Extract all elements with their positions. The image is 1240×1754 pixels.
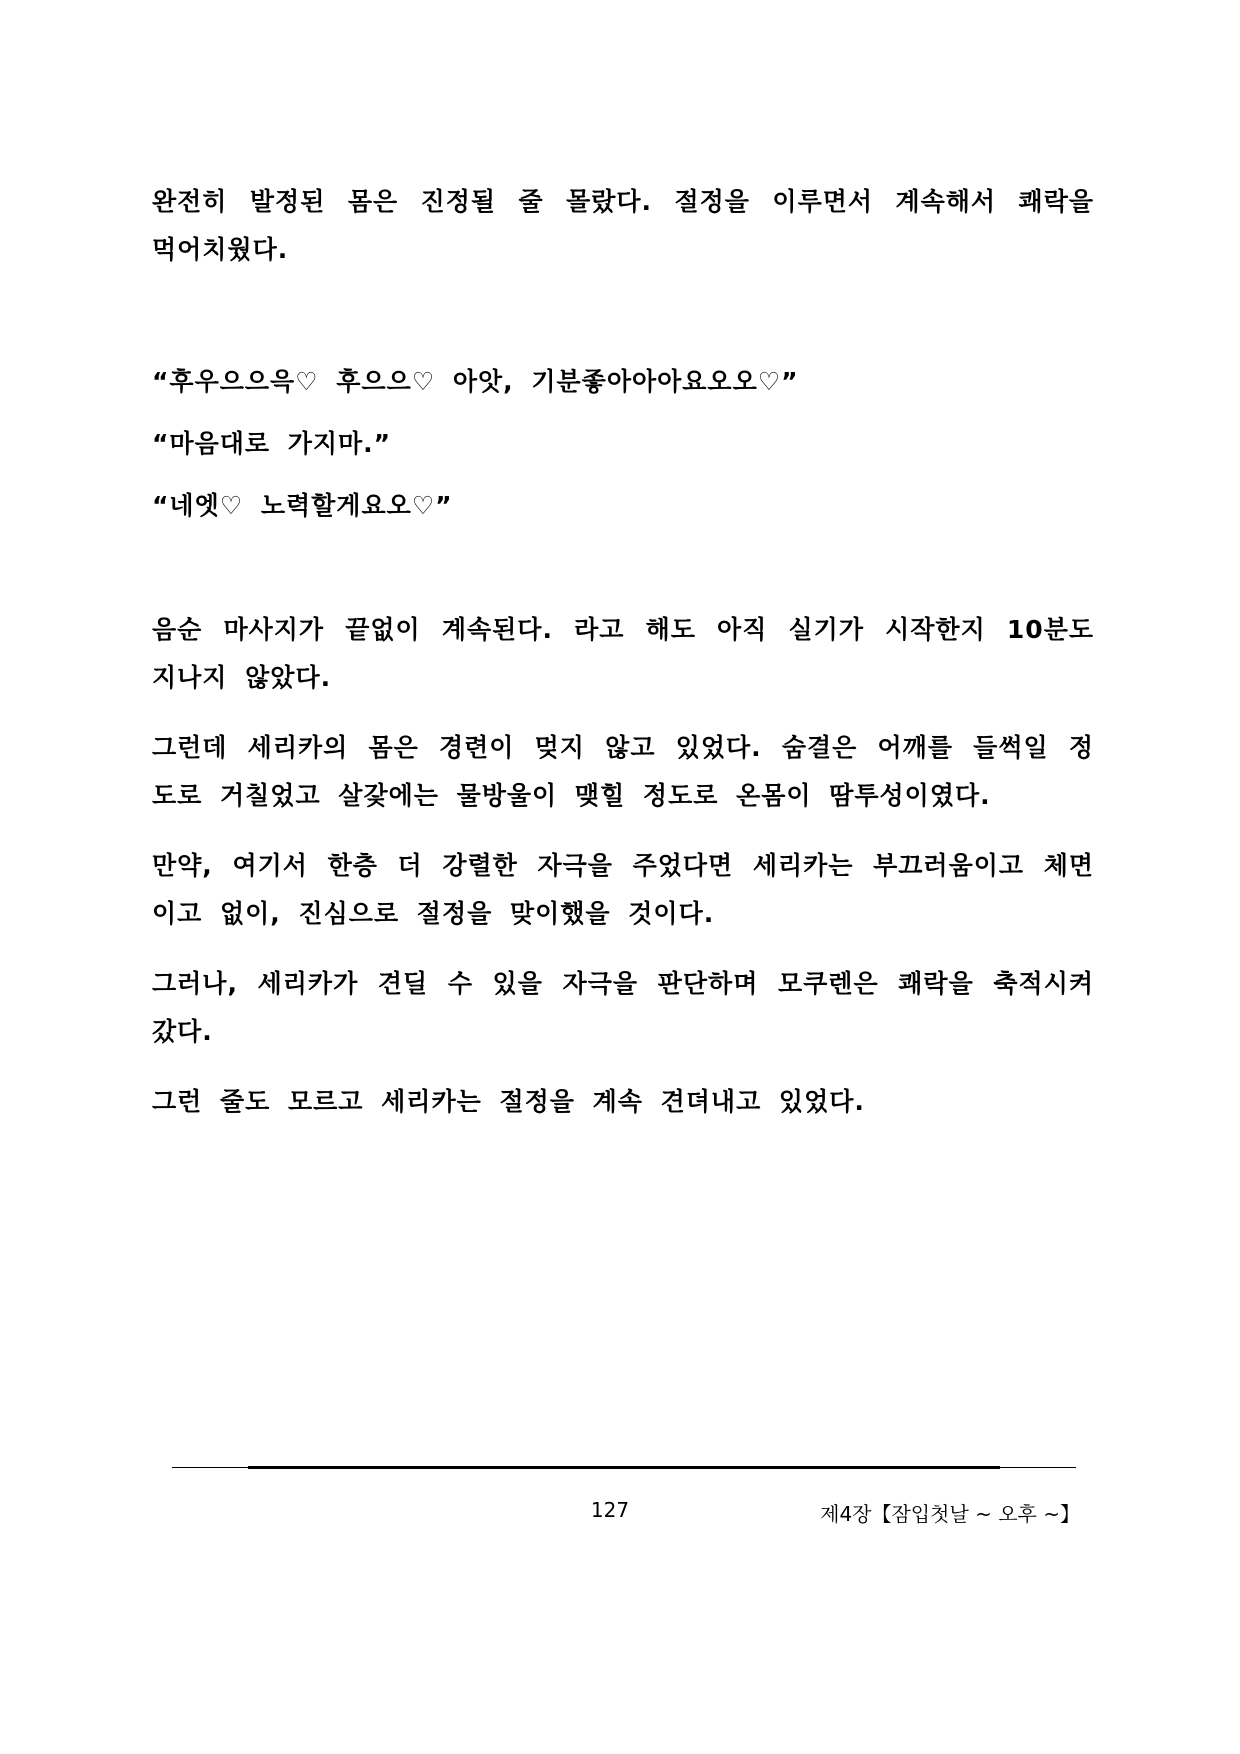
paragraph: 그런 줄도 모르고 세리카는 절정을 계속 견뎌내고 있었다. bbox=[152, 1087, 865, 1116]
paragraph: 완전히 발정된 몸은 진정될 줄 몰랐다. 절정을 이루면서 계속해서 쾌락을 먹어치웠다. bbox=[152, 187, 1094, 264]
dialogue-line: “네엣♡ 노력할게요오♡” bbox=[152, 491, 453, 520]
paragraph: 만약, 여기서 한층 더 강렬한 자극을 주었다면 세리카는 부끄러움이고 체면이고 없이, 진심으로 절정을 맞이했을 것이다. bbox=[152, 851, 1094, 928]
paragraph-gap bbox=[152, 296, 1094, 358]
dialogue-line: “마음대로 가지마.” bbox=[152, 429, 392, 458]
paragraph: 그런데 세리카의 몸은 경련이 멎지 않고 있었다. 숨결은 어깨를 들썩일 정도로 거칠었고 살갗에는 물방울이 맺힐 정도로 온몸이 땀투성이였다. bbox=[152, 733, 1094, 810]
paragraph-gap bbox=[152, 544, 1094, 606]
page-number: 127 bbox=[590, 1498, 630, 1522]
paragraph: 음순 마사지가 끝없이 계속된다. 라고 해도 아직 실기가 시작한지 10분도 지나지 않았다. bbox=[152, 615, 1094, 692]
footer-divider-thick bbox=[248, 1466, 1000, 1469]
paragraph: 그러나, 세리카가 견딜 수 있을 자극을 판단하며 모쿠렌은 쾌락을 축적시켜 갔다. bbox=[152, 969, 1094, 1046]
chapter-title: 제4장【잠입첫날 ~ 오후 ~】 bbox=[820, 1502, 1080, 1526]
dialogue-line: “후우으으윽♡ 후으으♡ 아앗, 기분좋아아아요오오♡” bbox=[152, 367, 799, 396]
body-text bbox=[152, 178, 1094, 1148]
